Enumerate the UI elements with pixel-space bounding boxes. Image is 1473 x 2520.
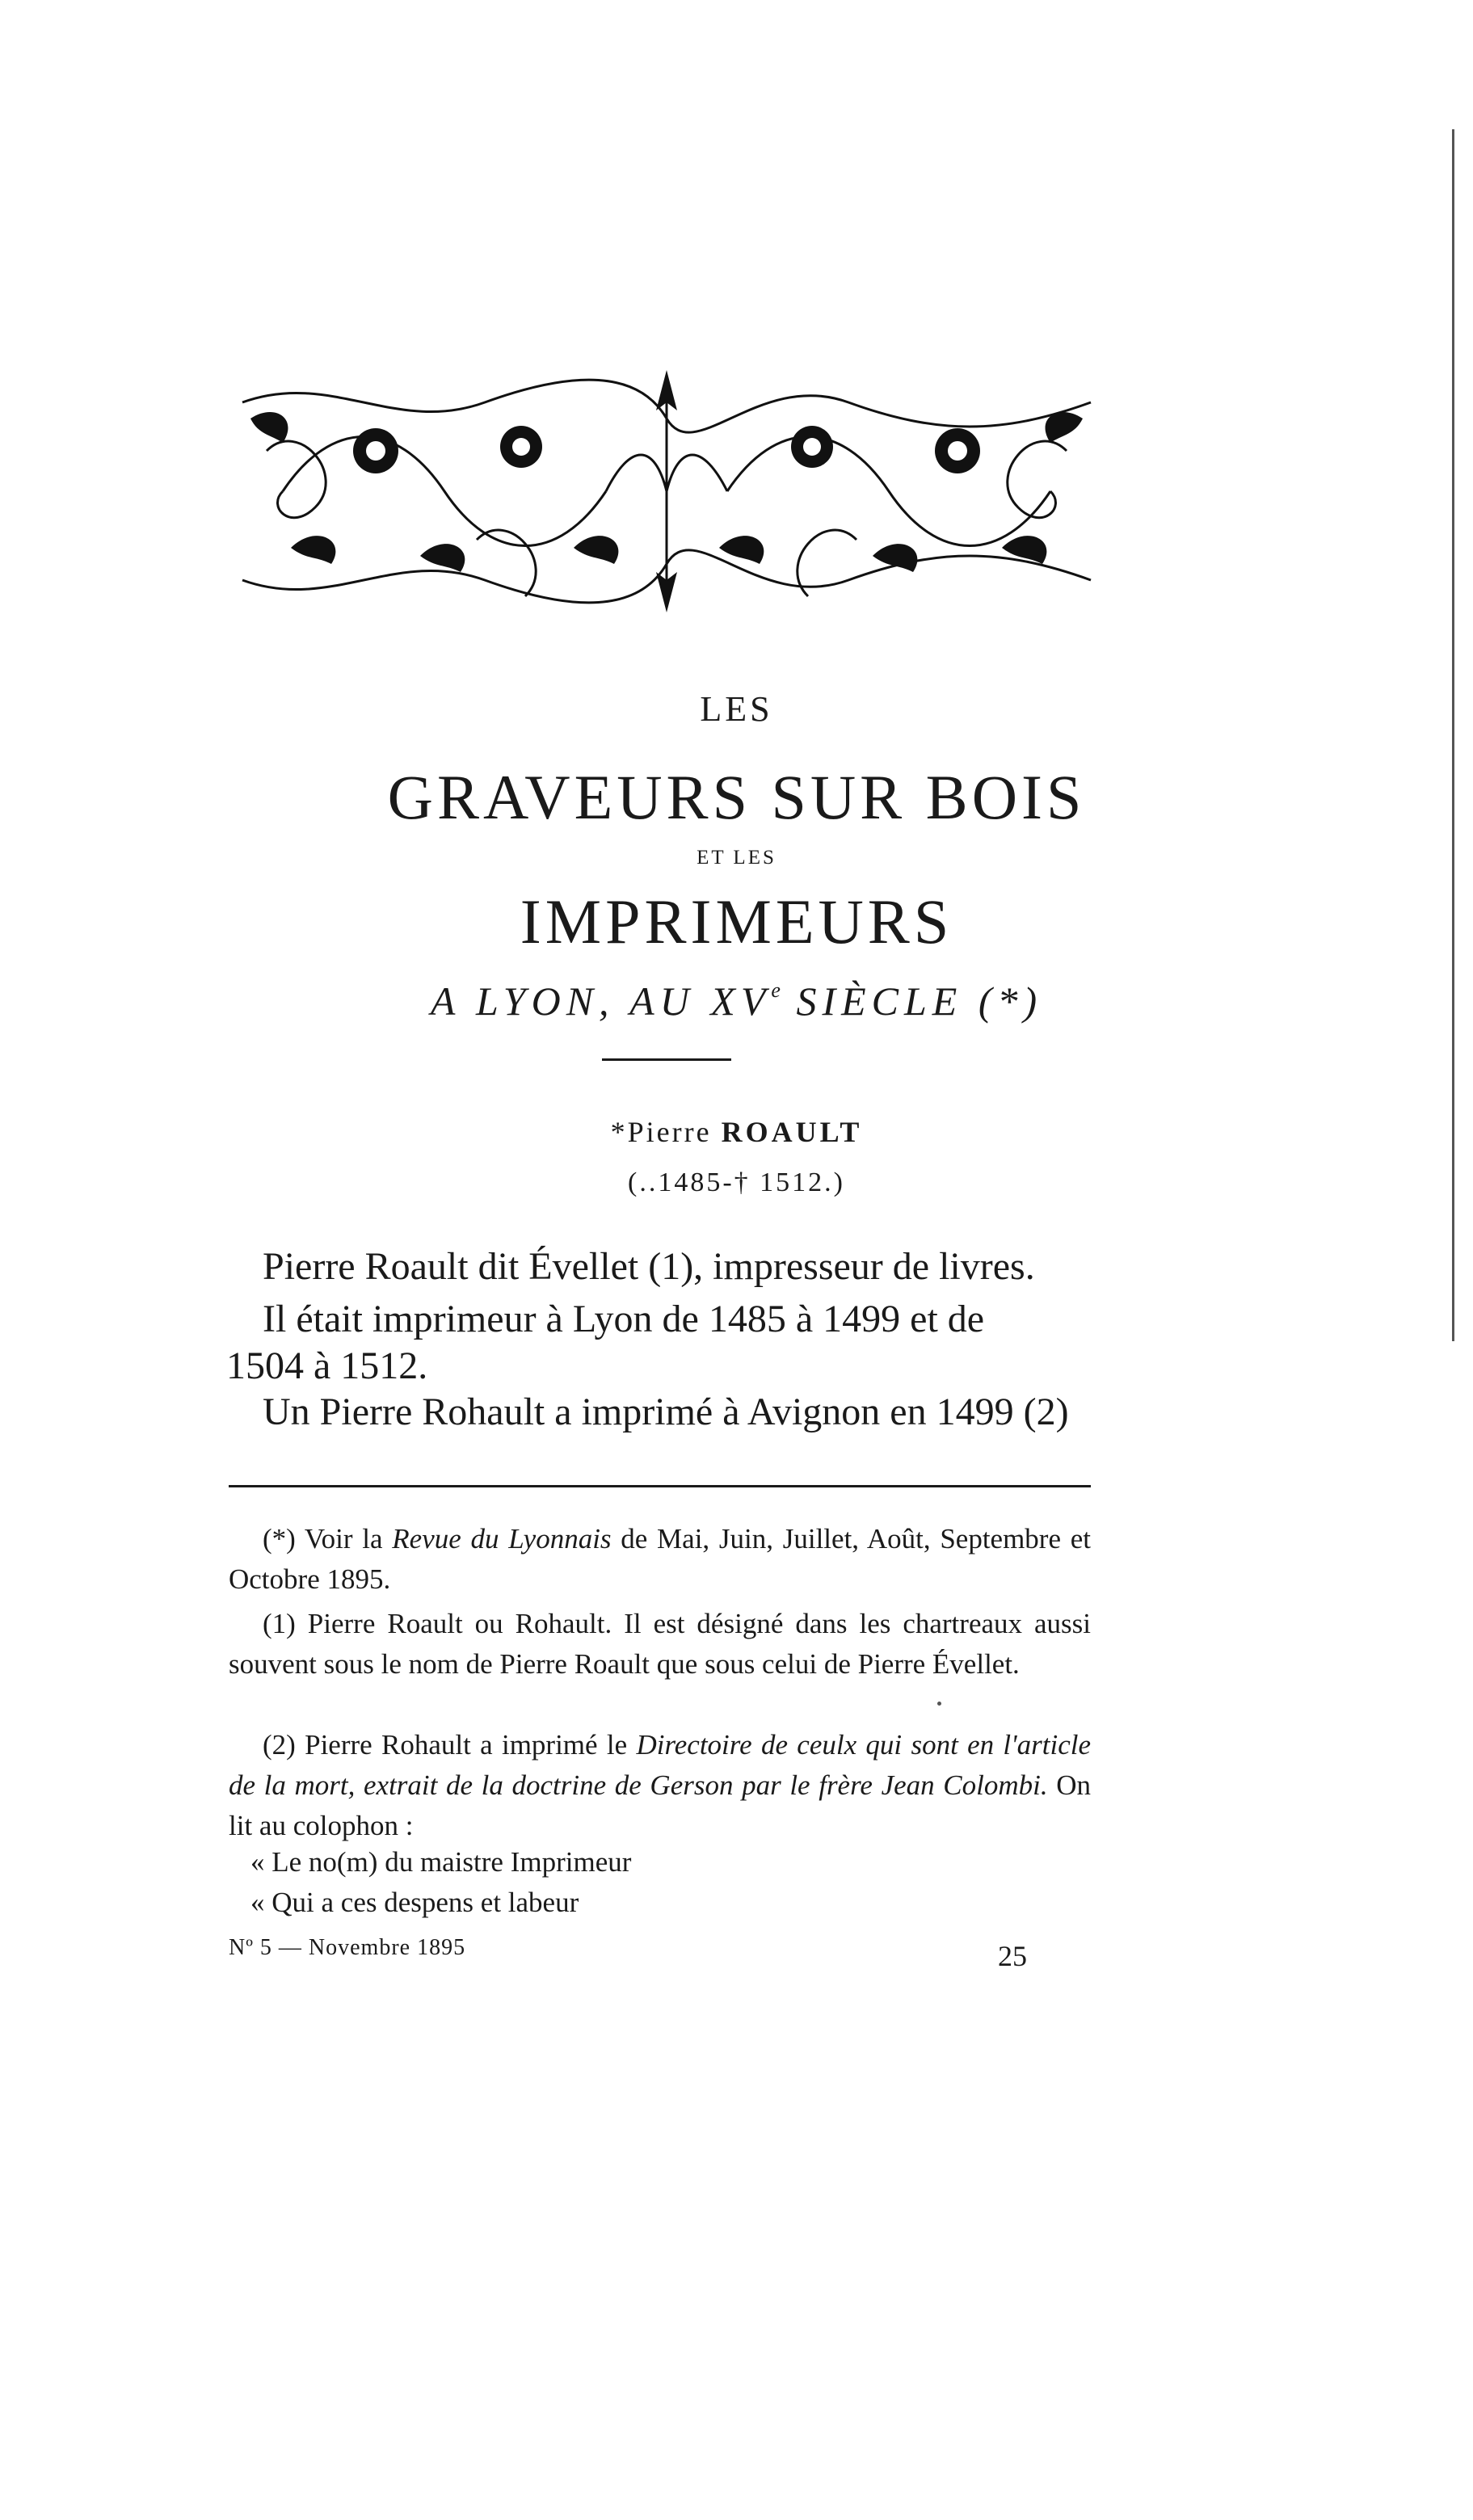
- footnote-1-italic: Revue du Lyonnais: [392, 1523, 612, 1554]
- body-line-3: 1504 à 1512.: [226, 1344, 428, 1387]
- body-line-4: Un Pierre Rohault a imprimé à Avignon en 1499 (2): [263, 1390, 1069, 1433]
- footnote-1-text-b: de Mai, Juin, Juillet, Août, Septembre et Octobre 1895.: [229, 1523, 1091, 1595]
- footnote-separator-rule: [229, 1485, 1091, 1487]
- footnote-2-italic: Directoire de ceulx qui sont en l'article de la mort, extrait de la doctrine de Gerson par le frère Jean Colombi.: [229, 1729, 1092, 1801]
- section-heading-author: [0, 1115, 1473, 1149]
- author-first-name: Pierre: [627, 1116, 722, 1148]
- scan-speck: [937, 1702, 941, 1706]
- footnote-1: (1) Pierre Roault ou Rohault. Il est désigné dans les chartreaux aussi souvent sous le nom de Pierre Roault que sous celui de Pierre Évellet.: [229, 1608, 1091, 1680]
- scan-edge-line: [1452, 129, 1454, 1341]
- subtitle-part-2: SIÈCLE (*): [780, 978, 1043, 1024]
- body-line-2: Il était imprimeur à Lyon de 1485 à 1499 et de: [263, 1298, 985, 1340]
- subtitle-superscript: e: [771, 978, 781, 1002]
- issue-footer: Nº 5 — Novembre 1895: [229, 1935, 466, 1960]
- decorative-headpiece-ornament: [234, 370, 1099, 612]
- footnote-2-text-a: (2) Pierre Rohault a imprimé le: [263, 1729, 637, 1761]
- author-dates: (..1485-† 1512.): [628, 1167, 845, 1197]
- subtitle-lyon-xve-siecle: [0, 978, 1473, 1024]
- author-asterisk: *: [610, 1116, 628, 1148]
- title-divider-rule: [602, 1058, 731, 1061]
- body-line-1: Pierre Roault dit Évellet (1), impresseur de livres.: [263, 1245, 1035, 1288]
- colophon-quote-line-1: « Le no(m) du maistre Imprimeur: [250, 1846, 632, 1878]
- author-last-name: ROAULT: [721, 1116, 863, 1148]
- footnote-asterisk: [229, 1519, 1091, 1600]
- footnote-2: [229, 1725, 1091, 1846]
- title-et-les: ET LES: [697, 847, 776, 869]
- footnote-1-text-a: (*) Voir la: [263, 1523, 393, 1554]
- page-number: 25: [998, 1940, 1027, 1972]
- title-graveurs-sur-bois: GRAVEURS SUR BOIS: [387, 762, 1086, 832]
- colophon-quote-line-2: « Qui a ces despens et labeur: [250, 1887, 579, 1918]
- title-les: LES: [700, 689, 773, 729]
- subtitle-part-1: A LYON, AU XV: [430, 978, 772, 1024]
- footnote-2-text-b: On lit au colophon :: [229, 1769, 1091, 1841]
- title-imprimeurs: IMPRIMEURS: [520, 886, 953, 957]
